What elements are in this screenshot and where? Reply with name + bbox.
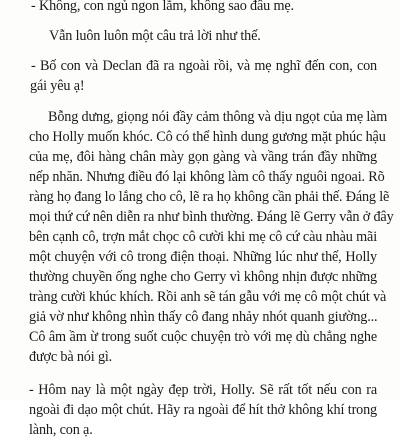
text-line: nếp nhăn. Nhưng điều đó lại không làm cô thấy nguôi ngoai. Rõ: [29, 169, 385, 185]
text-line: - Bố con và Declan đã ra ngoài rồi, và mẹ nghĩ đến con, con: [31, 58, 377, 74]
text-line: - Không, con ngủ ngon lắm, không sao đâu mẹ.: [31, 0, 294, 14]
text-line: được bà nói gì.: [29, 349, 113, 365]
text-line: gái yêu ạ!: [30, 78, 85, 94]
text-line: lành, con ạ.: [29, 422, 93, 438]
text-line: cho Holly muốn khóc. Cô có thể hình dung gương mặt phúc hậu: [29, 129, 386, 145]
text-line: tràng cười khúc khích. Rồi anh sẽ tán gẫu với mẹ cô một chút và: [29, 289, 387, 305]
text-line: mọi thứ cứ nên diễn ra như bình thường. Đáng lẽ Gerry vẫn ở đây: [29, 209, 394, 225]
text-line: của mẹ, đôi hàng chân mày gọn gàng và vầng trán đầy những: [29, 149, 377, 165]
text-line: ràng họ đang lo lắng cho cô, lẽ ra họ không cần phải thế. Đáng lẽ: [29, 189, 390, 205]
text-line: một chuyện với cô trong điện thoại. Những lúc như thế, Holly: [29, 249, 377, 265]
text-line: thường chuyền ống nghe cho Gerry vì không nhịn được những: [29, 269, 377, 285]
text-line: giả vờ như không nhìn thấy cô đang nhảy nhót quanh giường...: [29, 309, 378, 325]
text-line: Bỗng dưng, giọng nói đầy cảm thông và dịu ngọt của mẹ làm: [48, 109, 388, 125]
text-line: Cô âm ầm ừ trong suốt cuộc chuyện trò với mẹ dù chẳng nghe: [29, 329, 377, 345]
text-line: - Hôm nay là một ngày đẹp trời, Holly. Sẽ rất tốt nếu con ra: [29, 382, 377, 398]
text-line: bên cạnh cô, trợn mắt chọc cô cười khi mẹ cô cứ càu nhàu mãi: [29, 229, 377, 245]
text-line: Vẫn luôn luôn một câu trả lời như thế.: [49, 28, 261, 44]
text-line: ngoài đi dạo một chút. Hãy ra ngoài để hít thở không khí trong: [29, 402, 377, 418]
